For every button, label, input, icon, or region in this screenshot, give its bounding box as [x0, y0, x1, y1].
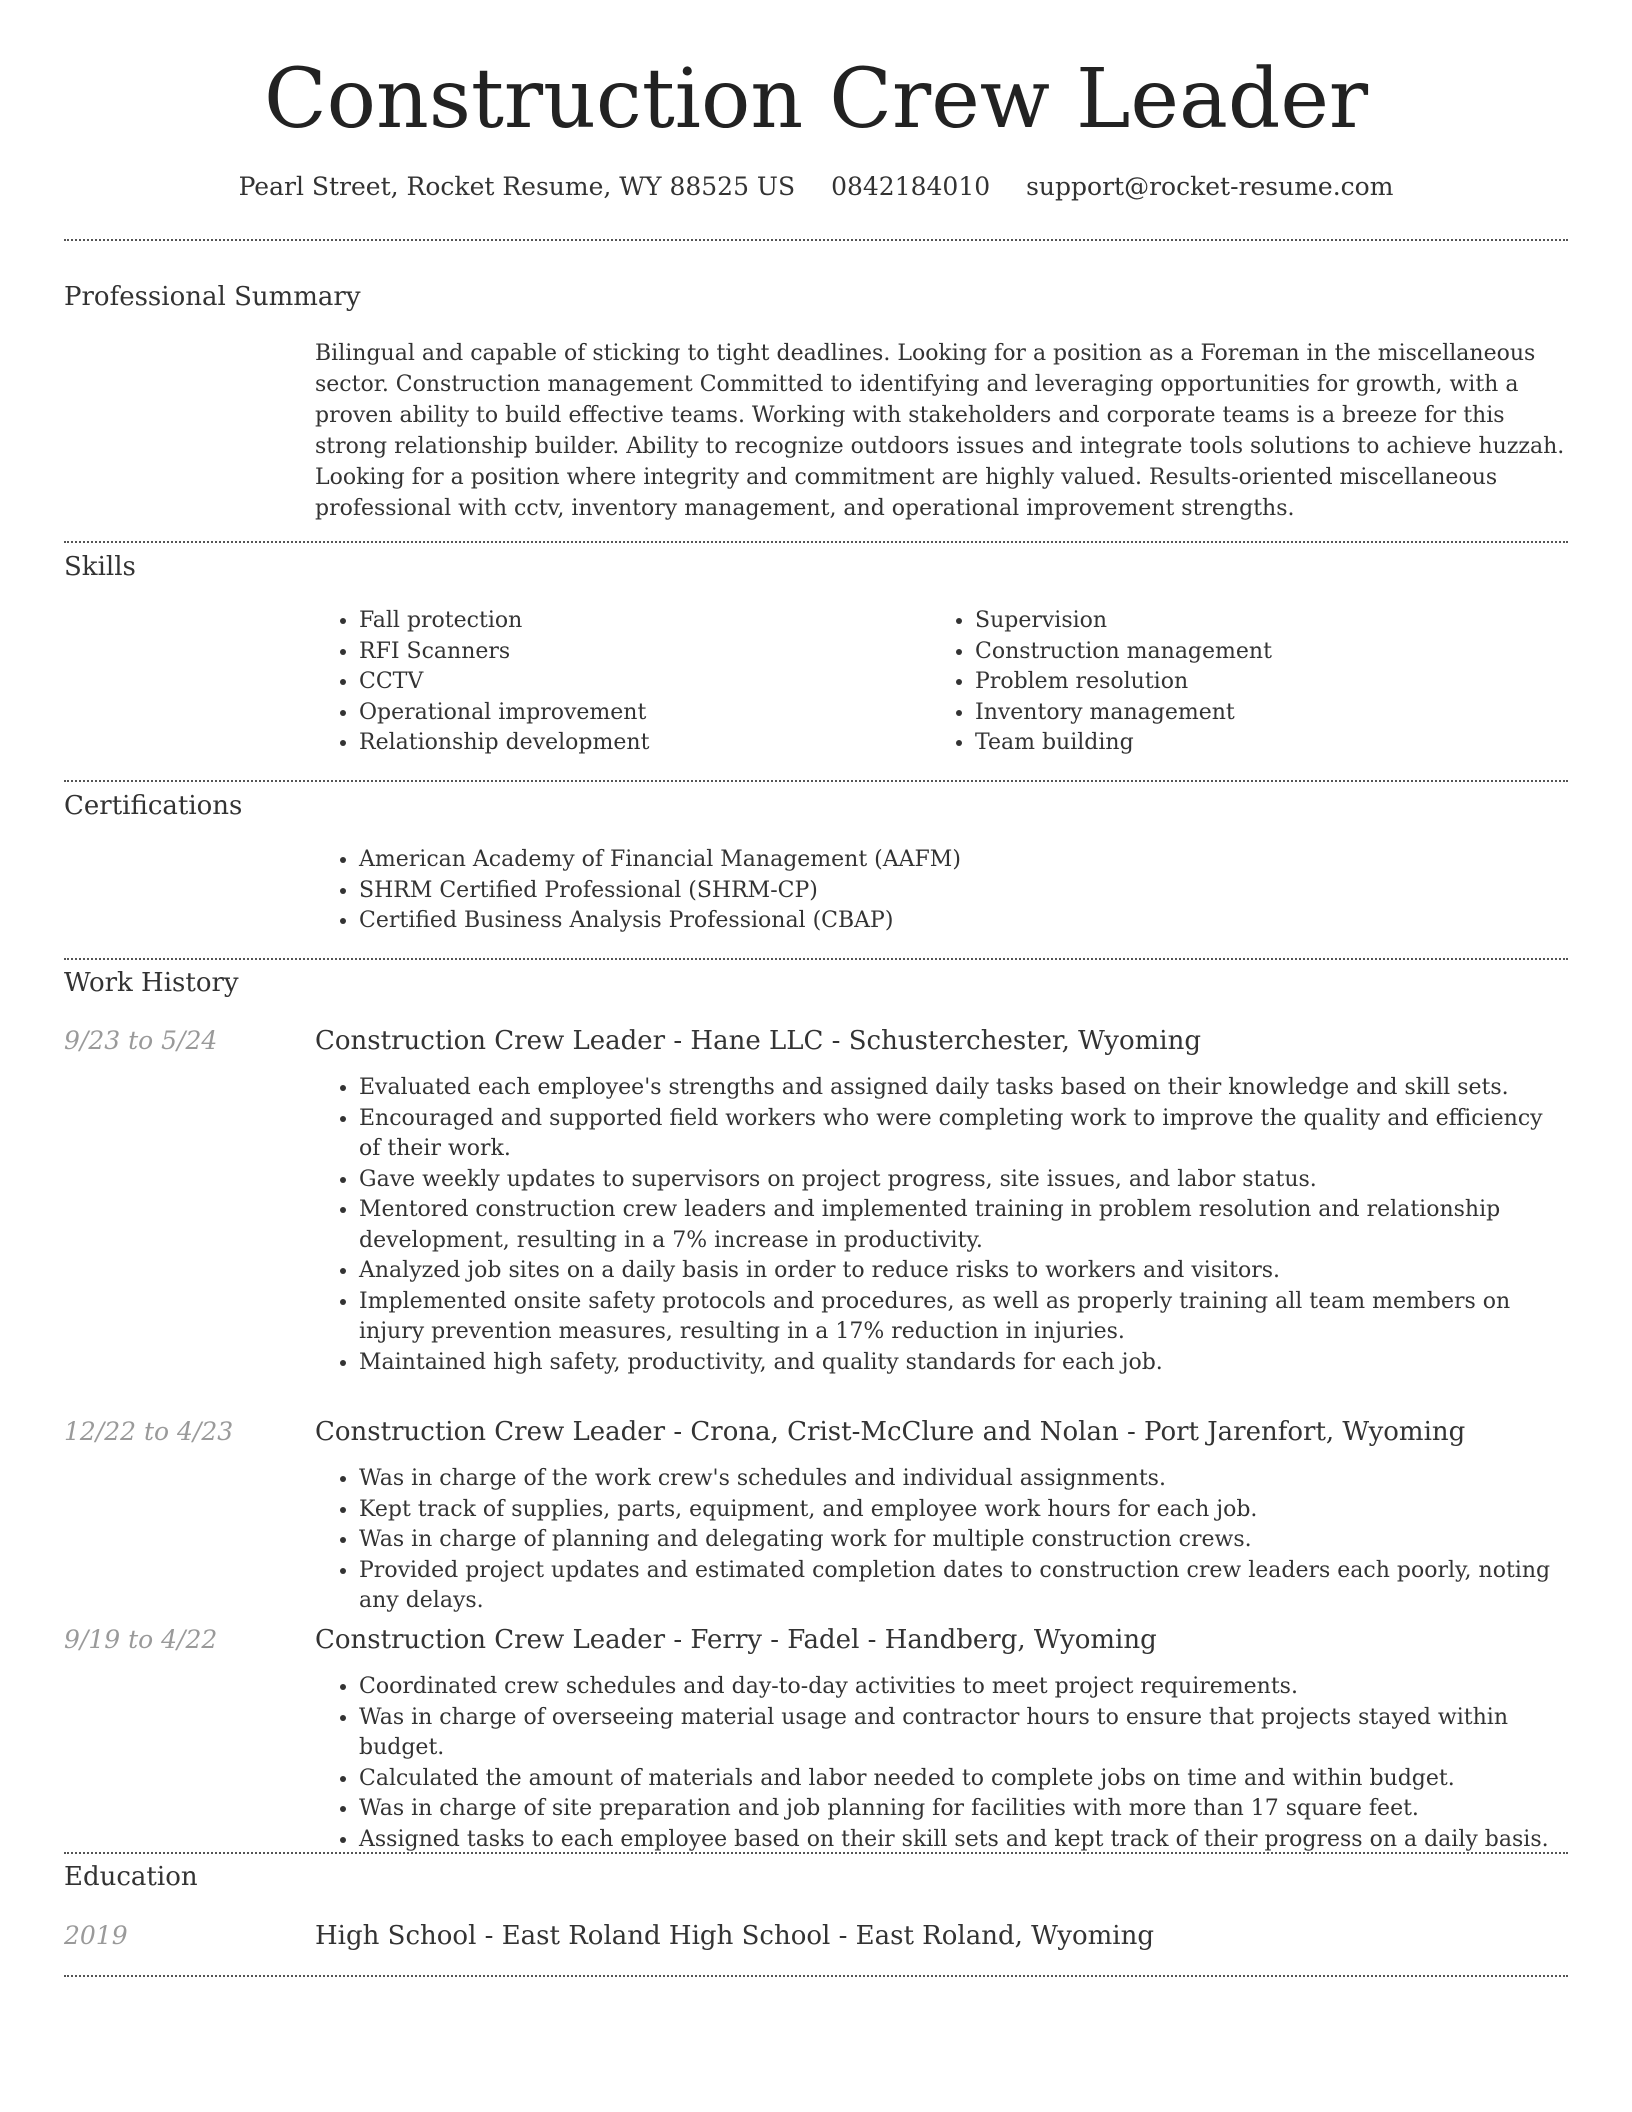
certification-item: • American Academy of Financial Management (AAFM) — [359, 845, 1568, 876]
job-bullets — [315, 1464, 1568, 1617]
divider — [64, 958, 1568, 960]
skill-item: • Construction management — [975, 637, 1531, 668]
skill-item: • Operational improvement — [359, 698, 915, 729]
summary-title: Professional Summary — [64, 282, 361, 312]
divider — [64, 239, 1568, 241]
contact-email: support@rocket-resume.com — [1026, 172, 1394, 201]
job-bullet: • Was in charge of planning and delegating work for multiple construction crews. — [359, 1525, 1568, 1556]
divider — [64, 541, 1568, 543]
skills-title: Skills — [64, 552, 136, 582]
divider — [64, 1975, 1568, 1977]
skill-item: • Team building — [975, 728, 1531, 759]
skills-column-right — [931, 606, 1531, 759]
job-bullets — [315, 1073, 1568, 1378]
job-title: Construction Crew Leader - Hane LLC - Schusterchester, Wyoming — [315, 1026, 1202, 1056]
contact-phone: 0842184010 — [831, 172, 991, 201]
job-dates: 9/23 to 5/24 — [64, 1026, 218, 1055]
job-dates: 12/22 to 4/23 — [64, 1417, 234, 1446]
certifications-title: Certifications — [64, 791, 243, 821]
education-title: Education — [64, 1862, 198, 1892]
job-title: Construction Crew Leader - Crona, Crist-McClure and Nolan - Port Jarenfort, Wyoming — [315, 1417, 1466, 1447]
job-bullet: • Mentored construction crew leaders and implemented training in problem resolution and relationship development, resulting in a 7% increase in productivity. — [359, 1195, 1568, 1256]
skill-item: • CCTV — [359, 667, 915, 698]
job-title: Construction Crew Leader - Ferry - Fadel - Handberg, Wyoming — [315, 1625, 1157, 1655]
job-bullet: • Implemented onsite safety protocols and procedures, as well as properly training all team members on injury prevention measures, resulting in a 17% reduction in injuries. — [359, 1287, 1568, 1348]
job-bullets — [315, 1672, 1568, 1855]
education-section — [64, 1860, 1568, 1980]
certification-item: • SHRM Certified Professional (SHRM-CP) — [359, 876, 1568, 907]
resume-header — [64, 50, 1568, 204]
job-bullet: • Gave weekly updates to supervisors on project progress, site issues, and labor status. — [359, 1165, 1568, 1196]
education-year: 2019 — [64, 1921, 128, 1950]
work-history-title: Work History — [64, 968, 239, 998]
work-history-section — [64, 966, 1568, 1852]
certification-item: • Certified Business Analysis Professional (CBAP) — [359, 906, 1568, 937]
job-bullet: • Provided project updates and estimated completion dates to construction crew leaders each poorly, noting any delays. — [359, 1556, 1568, 1617]
skill-item: • Relationship development — [359, 728, 915, 759]
certifications-section — [64, 789, 1568, 949]
summary-text: Bilingual and capable of sticking to tight deadlines. Looking for a position as a Foreman in the miscellaneous sector. Construction management Committed to identifying and leveraging opportunities for growth, with a proven ability to build effective teams. Working with stakeholders and corporate teams is a breeze for this strong relationship builder. Ability to recognize outdoors issues and integrate tools solutions to achieve huzzah. Looking for a position where integrity and commitment are highly valued. Results-oriented miscellaneous professional with cctv, inventory management, and operational improvement strengths. — [315, 341, 1565, 521]
job-bullet: • Was in charge of the work crew's schedules and individual assignments. — [359, 1464, 1568, 1495]
job-bullet: • Coordinated crew schedules and day-to-day activities to meet project requirements. — [359, 1672, 1568, 1703]
job-bullet: • Analyzed job sites on a daily basis in order to reduce risks to workers and visitors. — [359, 1256, 1568, 1287]
skill-item: • Fall protection — [359, 606, 915, 637]
contact-line — [64, 170, 1568, 204]
contact-address: Pearl Street, Rocket Resume, WY 88525 US — [238, 172, 796, 201]
skills-section — [64, 550, 1568, 770]
job-bullet: • Calculated the amount of materials and labor needed to complete jobs on time and within budget. — [359, 1764, 1568, 1795]
job-bullet: • Was in charge of overseeing material usage and contractor hours to ensure that projects stayed within budget. — [359, 1703, 1568, 1764]
divider — [64, 780, 1568, 782]
skills-column-left — [315, 606, 915, 759]
skill-item: • RFI Scanners — [359, 637, 915, 668]
skill-item: • Supervision — [975, 606, 1531, 637]
summary-section — [64, 280, 1568, 530]
job-dates: 9/19 to 4/22 — [64, 1625, 218, 1654]
job-bullet: • Evaluated each employee's strengths and assigned daily tasks based on their knowledge and skill sets. — [359, 1073, 1568, 1104]
education-entry: High School - East Roland High School - East Roland, Wyoming — [315, 1921, 1154, 1951]
certifications-list — [315, 845, 1568, 937]
job-bullet: • Encouraged and supported field workers who were completing work to improve the quality and efficiency of their work. — [359, 1104, 1568, 1165]
job-bullet: • Assigned tasks to each employee based on their skill sets and kept track of their progress on a daily basis. — [359, 1825, 1568, 1856]
skill-item: • Problem resolution — [975, 667, 1531, 698]
job-bullet: • Kept track of supplies, parts, equipment, and employee work hours for each job. — [359, 1495, 1568, 1526]
job-bullet: • Maintained high safety, productivity, and quality standards for each job. — [359, 1348, 1568, 1379]
job-bullet: • Was in charge of site preparation and job planning for facilities with more than 17 square feet. — [359, 1794, 1568, 1825]
skill-item: • Inventory management — [975, 698, 1531, 729]
divider — [64, 1852, 1568, 1854]
candidate-name: Construction Crew Leader — [263, 52, 1369, 147]
